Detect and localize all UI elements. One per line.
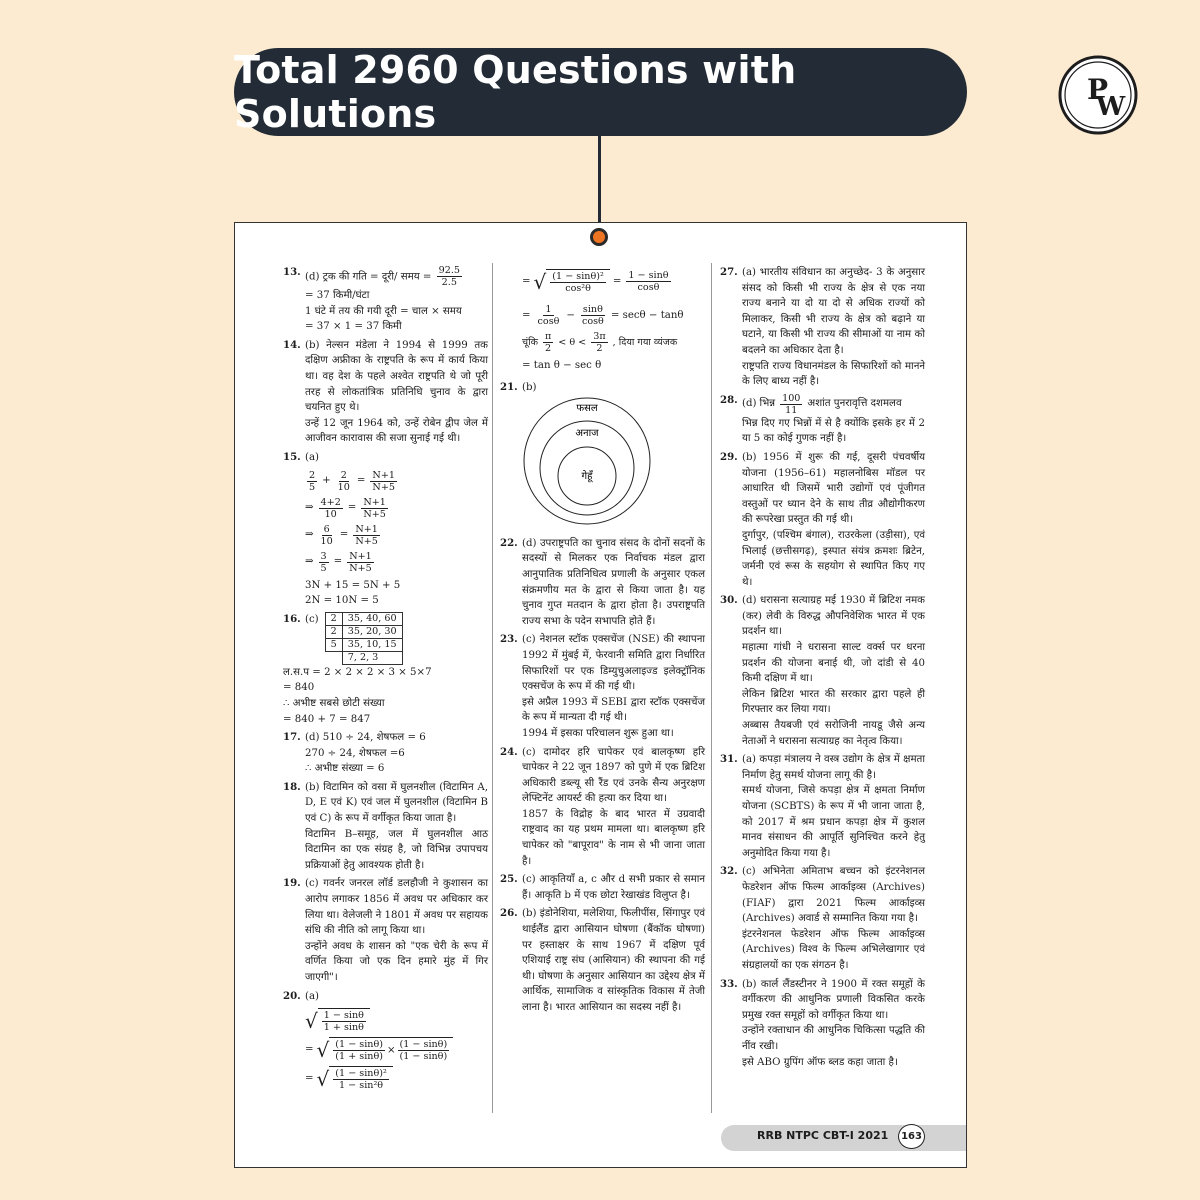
question-28: 28. (d) भिन्न $\frac{100}{11}$ अशांत पुनरावृत्ति दशमलव भिन्न दिए गए भिन्नों में से है क्योंकि इसके हर में 2 या 5 का कोई गुणक नहीं है। — [720, 392, 925, 445]
exam-solution-page — [234, 222, 967, 1168]
question-22: 22. (d) उपराष्ट्रपति का चुनाव संसद के दोनों सदनों के सदस्यों से मिलकर एक निर्वाचक मंडल द्वारा आनुपातिक प्रतिनिधित्व प्रणाली के अनुसार एकल संक्रमणीय मत के द्वारा से किया जाता है। यह चुनाव गुप्त मतदान के द्वारा होता है। उपराष्ट्रपति राज्य सभा के पदेन सभापति होते हैं। — [500, 536, 706, 627]
question-16: 16. (c) 2 35, 40, 60 2 35, 20, 30 5 35, 10, 15 7, 2, 3 ल.स.प = 2 × 2 × 2 × 3 × 5×7 = 840 ∴ अभीष्ट सबसे छोटी संख्या = 840 + 7 = 847 — [283, 612, 432, 725]
question-24: 24. (c) दामोदर हरि चापेकर एवं बालकृष्ण हरि चापेकर ने 22 जून 1897 को पुणे में एक ब्रिटिश अधिकारी डब्ल्यू सी रैंड एवं उनके सैन्य अनुरक्षण लेफ्टिनेंट आयर्स्ट की हत्या कर दिया था। 1857 के विद्रोह के बाद भारत में उग्रवादी राष्ट्रवाद का यह प्रथम मामला था। बालकृष्ण हरि चापेकर को "बापूराव" के नाम से भी जाना जाता है। — [500, 745, 705, 867]
question-13: 13. (d) ट्रक की गति = दूरी/ समय = $\frac{92.5}{2.5}$ = 37 किमी/घंटा 1 घंटे में तय की गयी दूरी = चाल × समय = 37 × 1 = 37 किमी — [283, 265, 462, 333]
equation-line: ⇒ $\frac{6}{10}$ = $\frac{N+1}{N+5}$ — [305, 523, 378, 547]
page-number: 163 — [898, 1124, 925, 1149]
question-21: 21. (b) फसल अनाज गेहूँ — [500, 380, 705, 533]
question-26: 26. (b) इंडोनेशिया, मलेशिया, फिलीपींस, सिंगापुर एवं थाईलैंड द्वारा आसियान घोषणा (बैंकॉक घोषणा) पर हस्ताक्षर के साथ 1967 में दक्षिण पूर्व एशियाई राष्ट्र संघ (आसियान) की स्थापना की गई थी। घोषणा के अनुसार आसियान का उद्देश्य क्षेत्र में आर्थिक, सामाजिक व सांस्कृतिक विकास में तेजी लाना है। भारत आसियान का सदस्य नहीं है। — [500, 907, 705, 1013]
svg-text:W: W — [1096, 92, 1126, 122]
factor-table: 2 35, 40, 60 2 35, 20, 30 5 35, 10, 15 7, 2, 3 — [325, 612, 403, 665]
question-25: 25. (c) आकृतियाँ a, c और d सभी प्रकार से समान हैं। आकृति b में एक छोटा रेखाखंड विलुप्त है। — [500, 873, 705, 901]
label-middle: अनाज — [575, 428, 599, 440]
equation-line: $\frac{2}{5}$ + $\frac{2}{10}$ = $\frac{N+1}{N+5}$ — [309, 469, 395, 493]
label-outer: फसल — [576, 403, 598, 415]
footer-label: RRB NTPC CBT-I 2021 — [757, 1129, 889, 1142]
question-17: 17. (d) 510 ÷ 24, शेषफल = 6 270 ÷ 24, शेषफल =6 ∴ अभीष्ट संख्या = 6 — [283, 731, 426, 775]
column-left — [283, 265, 488, 1098]
banner-connector — [598, 136, 601, 228]
question-27: 27. (a) भारतीय संविधान का अनुच्छेद- 3 के अनुसार संसद को किसी भी राज्य के क्षेत्र से एक नया राज्य बनाने या दो या दो से अधिक राज्यों को मिलाकर, किसी भी राज्य के क्षेत्र को बढ़ाने या घटाने, या किसी भी राज्य की सीमाओं या नाम को बदलने का अधिकार देता है। राष्ट्रपति राज्य विधानमंडल के सिफारिशों को मानने के लिए बाध्य नहीं है। — [720, 266, 925, 388]
column-divider — [492, 263, 493, 1113]
banner-title: Total 2960 Questions with Solutions — [234, 48, 967, 136]
question-20-continued: = √ $\frac{\text{(1 − sinθ)²}}{\text{cos²θ}}$ = $\frac{1 - \sin\theta}{\cos\theta}$ = $\frac{1}{\cos\theta}$ − $\frac{\sin\theta}{\cos\theta}$ = secθ − tanθ चूंकि $\frac{\pi}{2}$ < θ < $\frac{3\pi}{2}$ , दिया गया व्यंजक = tan θ − sec θ — [522, 269, 684, 371]
equation-line: ⇒ $\frac{3}{5}$ = $\frac{N+1}{N+5}$ — [305, 550, 372, 574]
question-14: 14. (b) नेल्सन मंडेला ने 1994 से 1999 तक दक्षिण अफ्रीका के राष्ट्रपति के रूप में कार्य किया था। वह देश के पहले अश्वेत राष्ट्रपति थे जो पूरी तरह से लोकतांत्रिक प्रतिनिधि चुनाव के द्वारा चयनित हुए थे। उन्हें 12 जून 1964 को, उन्हें रोबेन द्वीप जेल में आजीवन कारावास की सजा सुनाई गई थी। — [283, 338, 488, 445]
venn-diagram — [512, 395, 662, 527]
question-29: 29. (b) 1956 में शुरू की गई, दूसरी पंचवर्षीय योजना (1956–61) महालनोबिस मॉडल पर आधारित थी जिसमें भारी उद्योगों एवं पूंजीगत वस्तुओं पर ध्यान देने के साथ तीव्र औद्योगीकरण की रूपरेखा प्रस्तुत की गई थी। दुर्गापुर, (पश्चिम बंगाल), राउरकेला (उड़ीसा), एवं भिलाई (छत्तीसगढ़), इस्पात संयंत्र क्रमशः ब्रिटेन, जर्मनी एवं रूस के सहयोग से स्थापित किए गए थे। — [720, 450, 925, 588]
question-31: 31. (a) कपड़ा मंत्रालय ने वस्त्र उद्योग के क्षेत्र में क्षमता निर्माण हेतु समर्थ योजना लागू की है। समर्थ योजना, जिसे कपड़ा क्षेत्र में क्षमता निर्माण योजना (SCBTS) के रूप में भी जाना जाता है, को 2017 में श्रम प्रधान कपड़ा क्षेत्र में कुशल मानव संसाधन की आपूर्ति सुनिश्चित करने हेतु अनुमोदित किया गया है। — [720, 753, 925, 859]
column-middle — [500, 265, 705, 1019]
question-32: 32. (c) अभिनेता अमिताभ बच्चन को इंटरनेशनल फेडरेशन ऑफ फिल्म आर्काइव्स (Archives) (FIAF) द्वारा 2021 फिल्म आर्काइव्स (Archives) अवार्ड से सम्मानित किया गया है। इंटरनेशनल फेडरेशन ऑफ फिल्म आर्काइव्स (Archives) विश्व के फिल्म अभिलेखागार एवं संग्रहालयों का एक संगठन है। — [720, 865, 925, 971]
label-inner: गेहूँ — [581, 471, 593, 483]
column-divider — [711, 263, 712, 1113]
question-33: 33. (b) कार्ल लैंडस्टीनर ने 1900 में रक्त समूहों के वर्गीकरण की आधुनिक प्रणाली विकसित करके प्रमुख रक्त समूहों को वर्गीकृत किया था। उन्होंने रक्ताधान की आधुनिक चिकित्सा पद्धति की नींव रखी। इसे ABO ग्रुपिंग ऑफ ब्लड कहा जाता है। — [720, 977, 925, 1068]
question-15: 15. (a) $\frac{2}{5}$ + $\frac{2}{10}$ = $\frac{N+1}{N+5}$ ⇒ $\frac{4+2}{10}$ = $\frac{N+1}{N+5}$ ⇒ $\frac{6}{10}$ = $\frac{N+1}{N+5}$ ⇒ $\frac{3}{5}$ = $\frac{N+1}{N+5}$ 3N + 15 = 5N + 5 2N = 10N = 5 — [283, 450, 488, 609]
question-30: 30. (d) धरासना सत्याग्रह मई 1930 में ब्रिटिश नमक (कर) लेवी के विरुद्ध औपनिवेशिक भारत में एक प्रदर्शन था। महात्मा गांधी ने धरासना साल्ट वर्क्स पर धरना प्रदर्शन की योजना बनाई थी, जो दांडी से 40 किमी दक्षिण में था। लेकिन ब्रिटिश भारत की सरकार द्वारा पहले ही गिरफ्तार कर लिया गया। अब्बास तैयबजी एवं सरोजिनी नायडू जैसे अन्य नेताओं ने धरासना सत्याग्रह का नेतृत्व किया। — [720, 594, 925, 747]
column-right — [720, 265, 925, 1073]
fraction: $\frac{92.5}{2.5}$ — [438, 265, 460, 288]
pw-logo-icon — [1058, 55, 1138, 135]
svg-text:P: P — [1087, 73, 1109, 106]
question-23: 23. (c) नेशनल स्टॉक एक्सचेंज (NSE) की स्थापना 1992 में मुंबई में, फेरवानी समिति द्वारा निर्धारित सिफारिशों पर एक डिम्युचुअलाइज्ड इलेक्ट्रॉनिक एक्सचेंज के रूप में की गई थी। इसे अप्रैल 1993 में SEBI द्वारा स्टॉक एक्सचेंज के रूप में मान्यता दी गई थी। 1994 में इसका परिचालन शुरू हुआ था। — [500, 633, 705, 739]
connector-dot-icon — [590, 228, 608, 246]
question-19: 19. (c) गवर्नर जनरल लॉर्ड डलहौजी ने कुशासन का आरोप लगाकर 1856 में अवध पर अधिकार कर लिया था। वेलेजली ने 1801 में अवध पर सहायक संधि की नीति को लागू किया था। उन्होंने अवध के शासन को "एक चेरी के रूप में वर्णित किया जो एक दिन हमारे मुंह में गिर जाएगी"। — [283, 877, 488, 983]
equation-line: ⇒ $\frac{4+2}{10}$ = $\frac{N+1}{N+5}$ — [305, 496, 386, 520]
question-20: 20. (a) √ $\frac{1 - \sin\theta}{1 + \sin\theta}$ = √ $\frac{(1 - \sin\theta)}{(1 + \sin\theta)}$ × $\frac{(1 - \sin\theta)}{(1 - \sin\theta)}$ = √ $\frac{\text{(1 − sinθ)²}}{\text{1 − sin²θ}}$ — [283, 989, 488, 1096]
question-18: 18. (b) विटामिन को वसा में घुलनशील (विटामिन A, D, E एवं K) एवं जल में घुलनशील (विटामिन B एवं C) के रूप में वर्गीकृत किया जाता है। विटामिन B–समूह, जल में घुलनशील आठ विटामिन का एक संग्रह है, जो विभिन्न उपापचय प्रक्रियाओं हेतु आवश्यक होती है। — [283, 780, 488, 871]
